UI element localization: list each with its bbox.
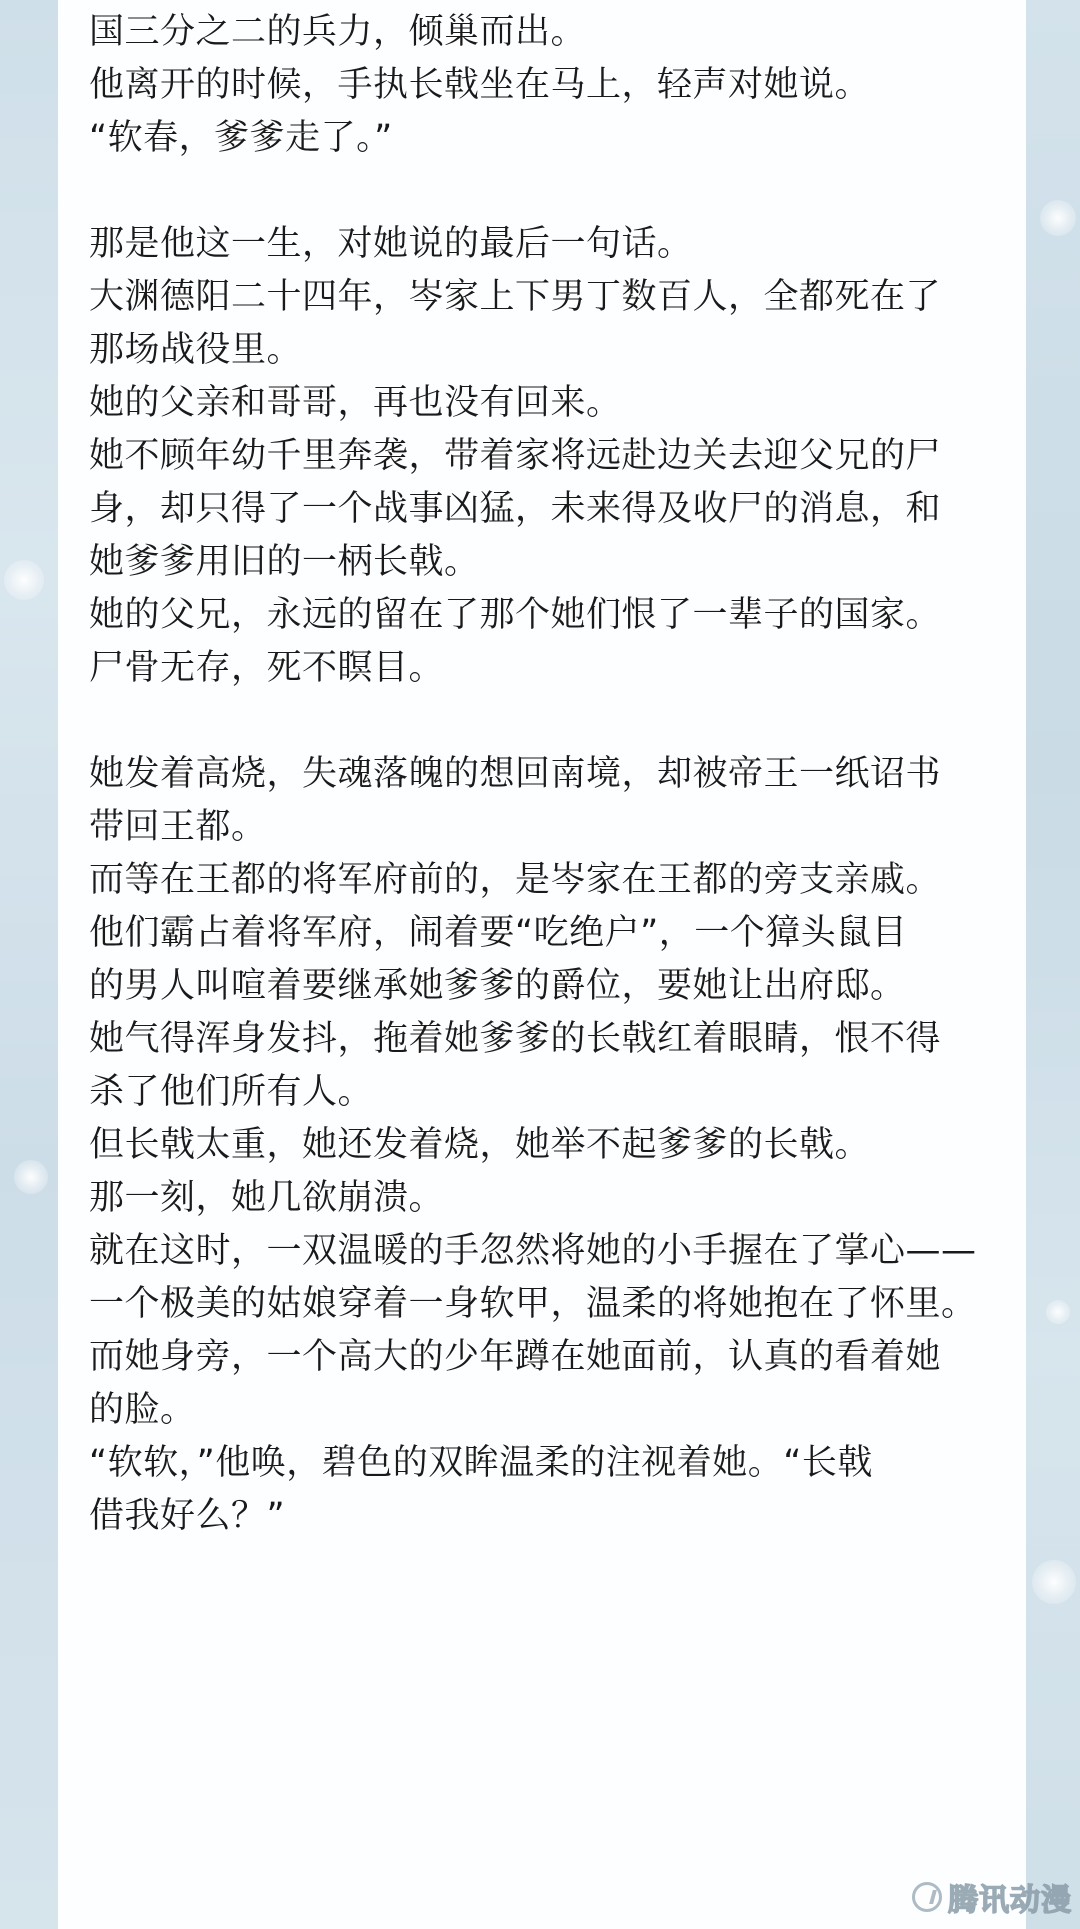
left-snow-border	[0, 0, 58, 1929]
watermark-text: 腾讯动漫	[948, 1883, 1072, 1918]
text-line: 那是他这一生，对她说的最后一句话。	[89, 224, 693, 264]
snowflake-decoration	[14, 1160, 48, 1194]
text-line: 的男人叫喧着要继承她爹爹的爵位，要她让出府邸。	[89, 966, 906, 1006]
watermark	[912, 1875, 1072, 1919]
text-line: 国三分之二的兵力，倾巢而出。	[89, 12, 587, 52]
text-line: 一个极美的姑娘穿着一身软甲，温柔的将她抱在了怀里。	[89, 1284, 977, 1324]
snowflake-decoration	[4, 560, 44, 600]
right-snow-border	[1026, 0, 1080, 1929]
snowflake-decoration	[1032, 1560, 1076, 1604]
tencent-comic-logo-icon	[912, 1882, 942, 1912]
text-line: 那场战役里。	[89, 330, 303, 370]
text-line: 身，却只得了一个战事凶猛，未来得及收尸的消息，和	[89, 489, 942, 529]
text-line: 大渊德阳二十四年，岑家上下男丁数百人，全都死在了	[89, 277, 942, 317]
text-line: “软软，”他唤，碧色的双眸温柔的注视着她。“长戟	[89, 1443, 873, 1483]
snowflake-decoration	[1040, 200, 1076, 236]
text-line: “软春，爹爹走了。”	[89, 118, 393, 158]
text-line: 那一刻，她几欲崩溃。	[89, 1178, 445, 1218]
text-line: 而等在王都的将军府前的，是岑家在王都的旁支亲戚。	[89, 860, 942, 900]
text-line: 而她身旁，一个高大的少年蹲在她面前，认真的看着她	[89, 1337, 942, 1377]
story-text	[89, 6, 1009, 1543]
text-line: 的脸。	[89, 1390, 196, 1430]
text-line: 她的父亲和哥哥，再也没有回来。	[89, 383, 622, 423]
text-line: 但长戟太重，她还发着烧，她举不起爹爹的长戟。	[89, 1125, 871, 1165]
paragraph-gap	[89, 165, 1009, 218]
text-line: 带回王都。	[89, 807, 267, 847]
text-line: 就在这时，一双温暖的手忽然将她的小手握在了掌心——	[89, 1231, 977, 1271]
text-line: 杀了他们所有人。	[89, 1072, 374, 1112]
text-line: 借我好么？”	[89, 1496, 286, 1536]
text-line: 她发着高烧，失魂落魄的想回南境，却被帝王一纸诏书	[89, 754, 942, 794]
text-line: 她爹爹用旧的一柄长戟。	[89, 542, 480, 582]
text-line: 她不顾年幼千里奔袭，带着家将远赴边关去迎父兄的尸	[89, 436, 942, 476]
text-line: 她的父兄，永远的留在了那个她们恨了一辈子的国家。	[89, 595, 942, 635]
text-line: 她气得浑身发抖，拖着她爹爹的长戟红着眼睛，恨不得	[89, 1019, 942, 1059]
text-line: 他离开的时候，手执长戟坐在马上，轻声对她说。	[89, 65, 871, 105]
text-line: 他们霸占着将军府，闹着要“吃绝户”，一个獐头鼠目	[89, 913, 908, 953]
text-line: 尸骨无存，死不瞑目。	[89, 648, 445, 688]
paragraph-gap	[89, 695, 1009, 748]
snowflake-decoration	[1046, 1300, 1070, 1324]
